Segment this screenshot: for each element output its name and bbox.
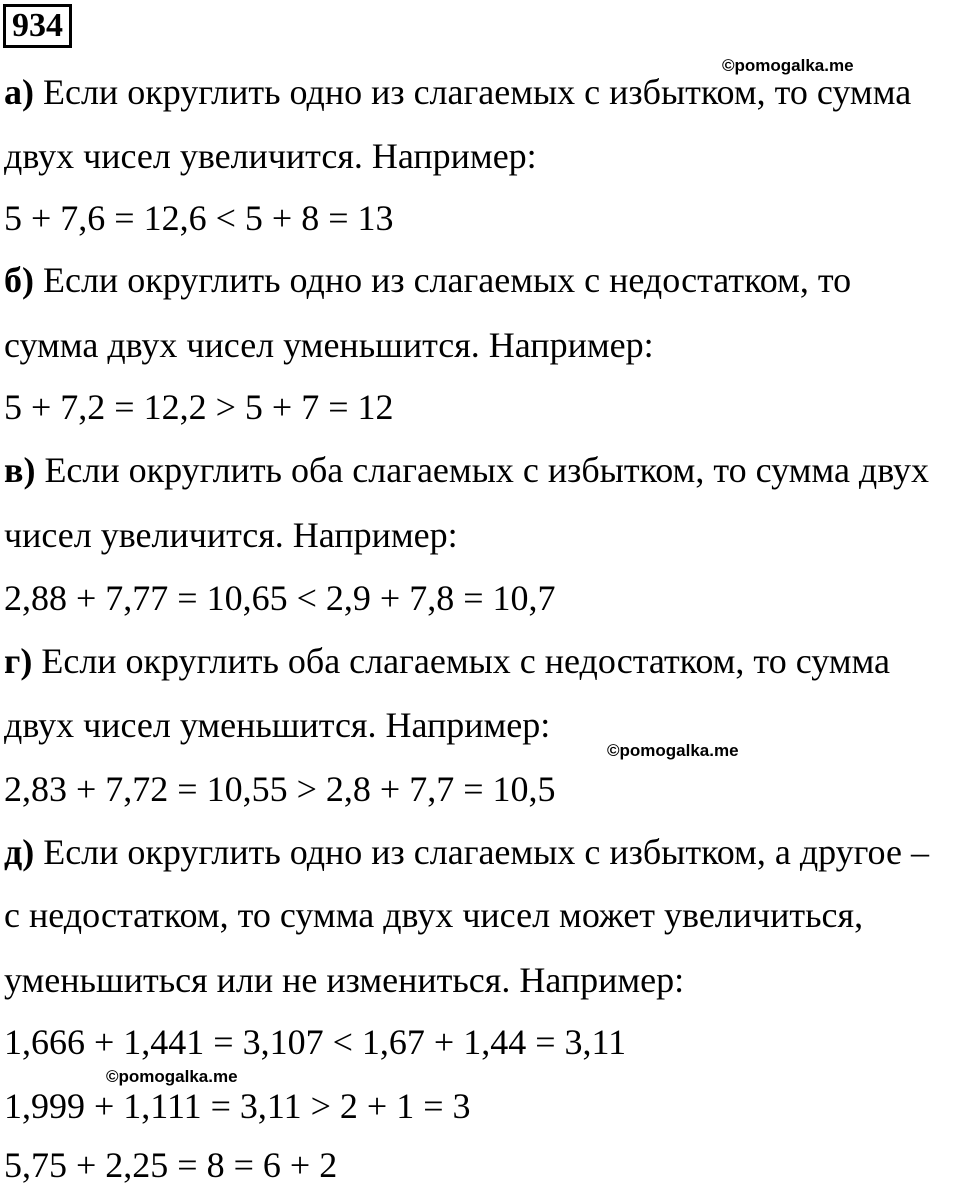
line-text: с недостатком, то сумма двух чисел может увеличиться, (4, 895, 864, 935)
item-label-a: а) (4, 72, 34, 112)
line-text: 5 + 7,6 = 12,6 < 5 + 8 = 13 (4, 198, 394, 238)
text-line-v-2 (4, 513, 458, 557)
text-line-d-1 (4, 830, 929, 874)
equation-a (4, 196, 394, 240)
text-line-d-2 (4, 893, 863, 937)
equation-d-1 (4, 1020, 626, 1064)
line-text: Если округлить одно из слагаемых с избытком, то сумма (34, 72, 912, 112)
text-line-a-1 (4, 70, 911, 114)
line-text: чисел увеличится. Например: (4, 515, 458, 555)
text-line-g-1 (4, 639, 890, 683)
item-label-v: в) (4, 450, 36, 490)
line-text: двух чисел увеличится. Например: (4, 136, 537, 176)
text-line-d-3 (4, 958, 684, 1002)
line-text: Если округлить одно из слагаемых с избытком, а другое – (34, 832, 929, 872)
line-text: Если округлить одно из слагаемых с недостатком, то (34, 260, 852, 300)
line-text: 2,83 + 7,72 = 10,55 > 2,8 + 7,7 = 10,5 (4, 769, 556, 809)
item-label-b: б) (4, 260, 34, 300)
text-line-a-2 (4, 134, 537, 178)
item-label-g: г) (4, 641, 33, 681)
equation-d-2 (4, 1084, 471, 1128)
line-text: уменьшиться или не измениться. Например: (4, 960, 685, 1000)
text-line-g-2 (4, 703, 550, 747)
line-text: 1,666 + 1,441 = 3,107 < 1,67 + 1,44 = 3,11 (4, 1022, 627, 1062)
item-label-d: д) (4, 832, 35, 872)
line-text: 2,88 + 7,77 = 10,65 < 2,9 + 7,8 = 10,7 (4, 578, 556, 618)
watermark-top: ©pomogalka.me (722, 56, 854, 75)
watermark-bottom: ©pomogalka.me (106, 1067, 238, 1086)
text-line-v-1 (4, 448, 929, 492)
task-number: 934 (3, 4, 72, 48)
equation-b (4, 385, 394, 429)
text-line-b-2 (4, 323, 654, 367)
watermark-middle: ©pomogalka.me (607, 741, 739, 760)
line-text: 1,999 + 1,111 = 3,11 > 2 + 1 = 3 (4, 1086, 471, 1126)
equation-d-3 (4, 1143, 337, 1187)
line-text: 5,75 + 2,25 = 8 = 6 + 2 (4, 1145, 338, 1185)
line-text: сумма двух чисел уменьшится. Например: (4, 325, 654, 365)
equation-v (4, 576, 556, 620)
line-text: 5 + 7,2 = 12,2 > 5 + 7 = 12 (4, 387, 394, 427)
line-text: двух чисел уменьшится. Например: (4, 705, 551, 745)
text-line-b-1 (4, 258, 851, 302)
equation-g (4, 767, 556, 811)
line-text: Если округлить оба слагаемых с недостатком, то сумма (32, 641, 891, 681)
line-text: Если округлить оба слагаемых с избытком, то сумма двух (35, 450, 930, 490)
